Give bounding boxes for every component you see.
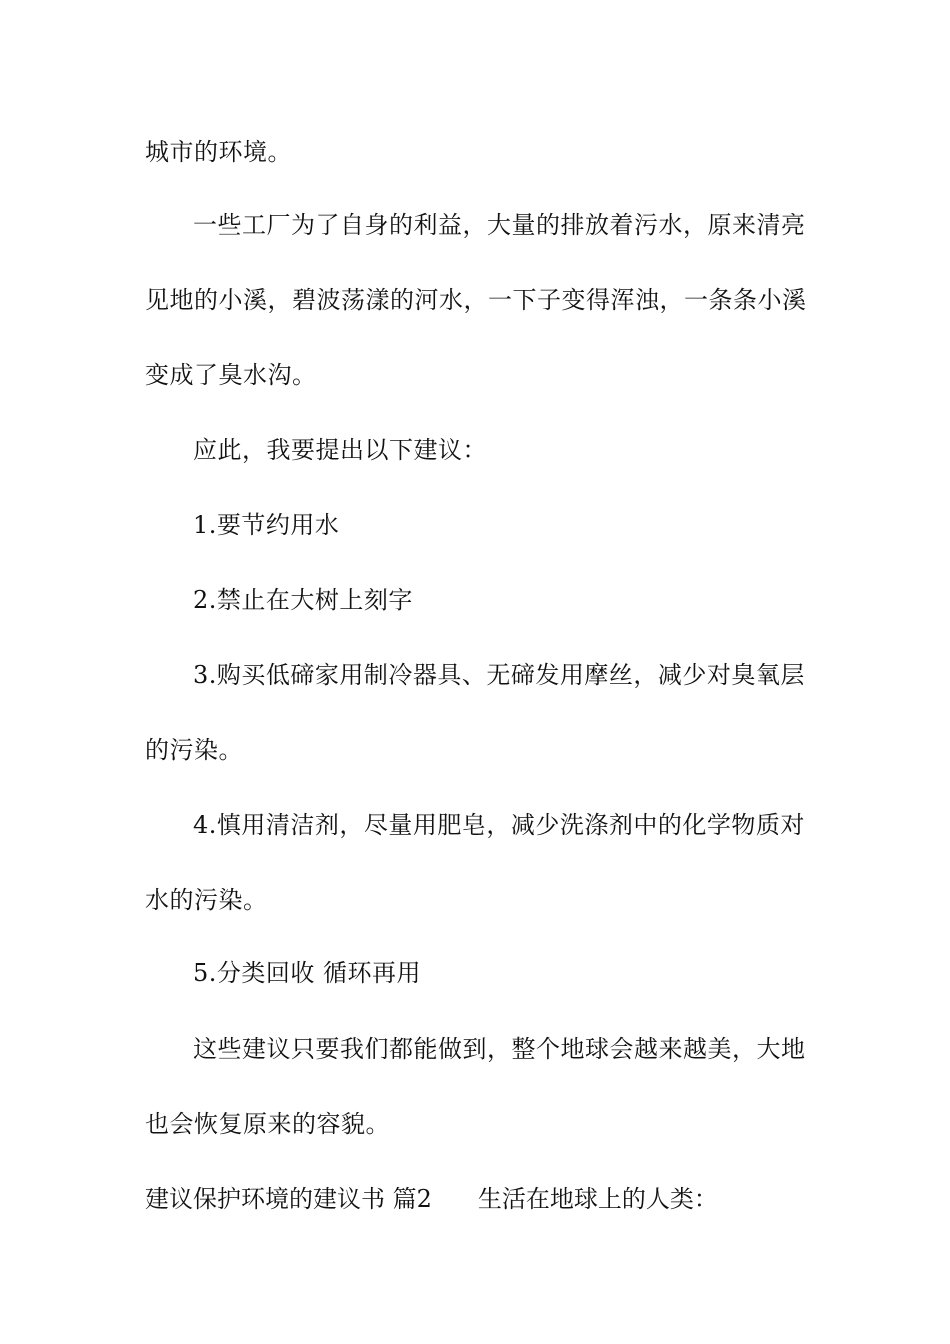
list-item-continuation: 水的污染。 bbox=[145, 886, 268, 914]
paragraph-line: 一些工厂为了自身的利益，大量的排放着污水，原来清亮 bbox=[193, 211, 806, 239]
paragraph-line: 也会恢复原来的容貌。 bbox=[145, 1110, 390, 1138]
paragraph-line: 城市的环境。 bbox=[145, 138, 292, 166]
section-title: 建议保护环境的建议书 篇2 bbox=[145, 1185, 432, 1213]
paragraph-line: 变成了臭水沟。 bbox=[145, 361, 317, 389]
section-heading-line bbox=[145, 1184, 805, 1214]
paragraph-line: 这些建议只要我们都能做到，整个地球会越来越美，大地 bbox=[193, 1035, 806, 1063]
list-item-continuation: 的污染。 bbox=[145, 736, 243, 764]
list-item: 1.要节约用水 bbox=[193, 511, 340, 539]
section-greeting: 生活在地球上的人类： bbox=[477, 1185, 718, 1213]
list-item: 5.分类回收 循环再用 bbox=[193, 959, 422, 987]
list-item: 4.慎用清洁剂，尽量用肥皂，减少洗涤剂中的化学物质对 bbox=[193, 811, 805, 839]
list-item: 2.禁止在大树上刻字 bbox=[193, 586, 413, 614]
paragraph-line: 应此，我要提出以下建议： bbox=[193, 436, 487, 464]
paragraph-line: 见地的小溪，碧波荡漾的河水，一下子变得浑浊，一条条小溪 bbox=[145, 286, 807, 314]
list-item: 3.购买低碲家用制冷器具、无碲发用摩丝，减少对臭氧层 bbox=[193, 661, 805, 689]
